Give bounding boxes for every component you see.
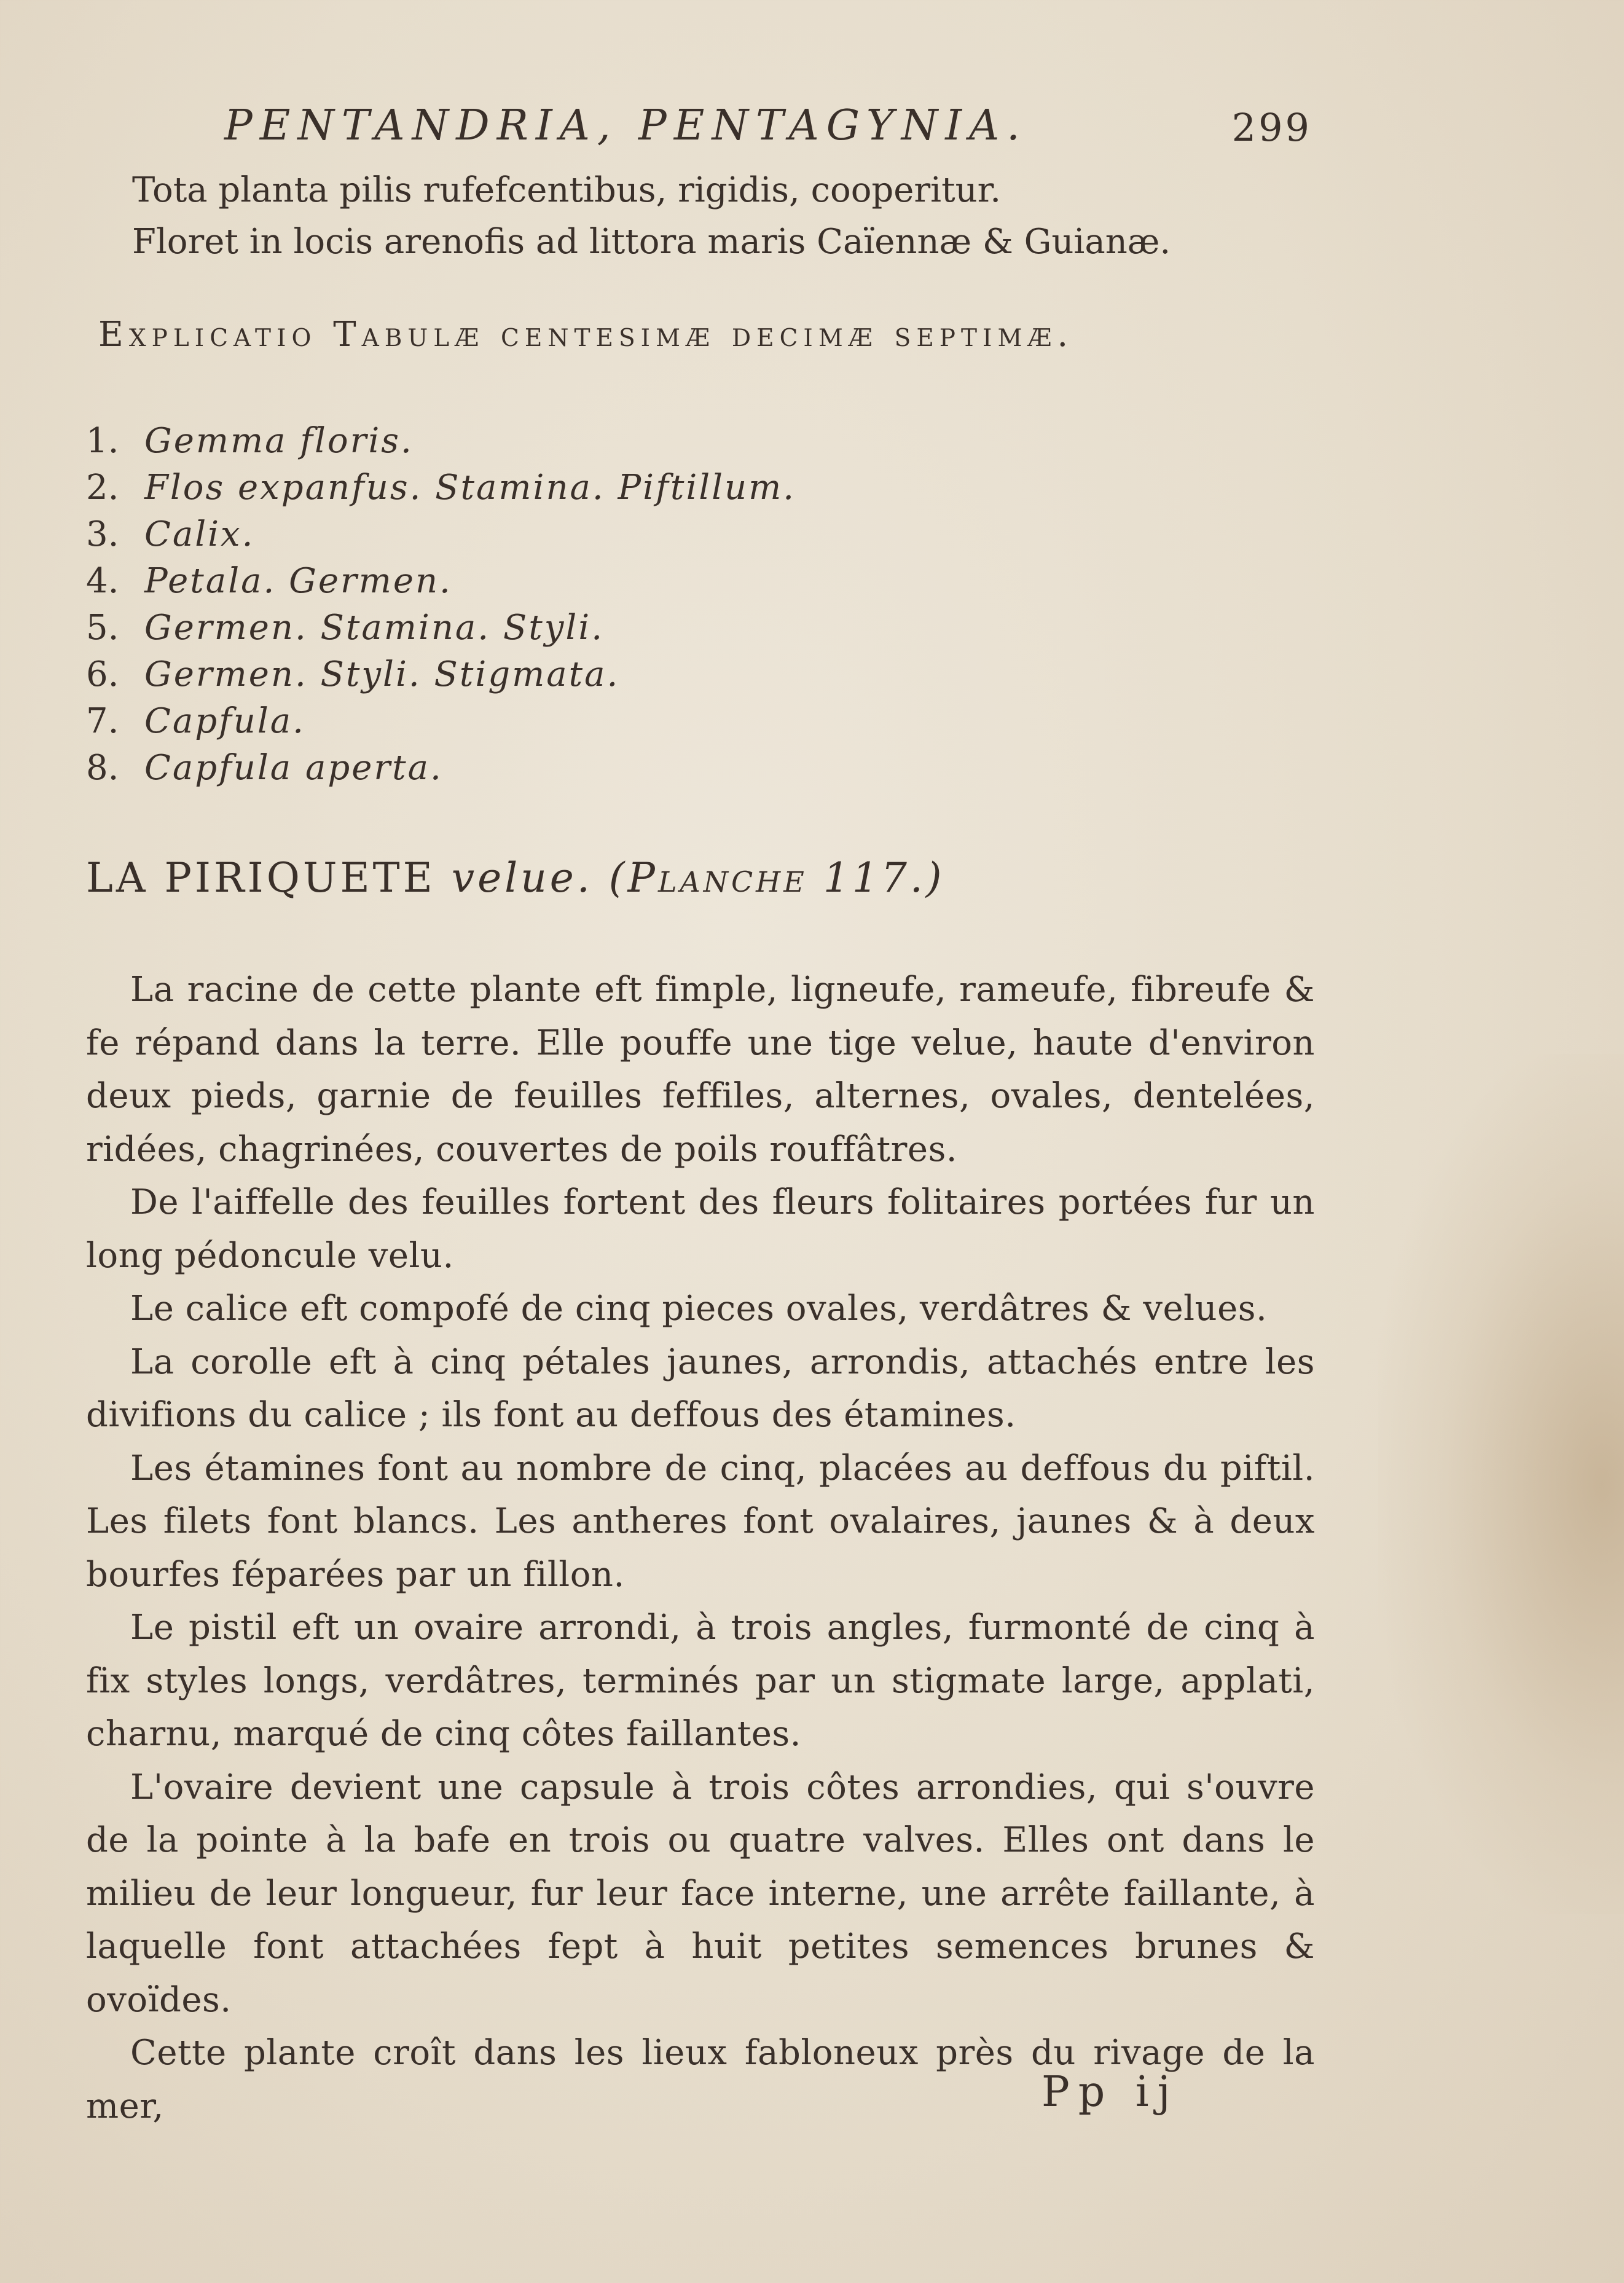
legend-item [86,558,796,605]
legend-number: 7. [86,701,119,741]
legend-number: 2. [86,468,119,508]
paragraph: Le pistil eft un ovaire arrondi, à trois angles, furmonté de cinq à fix styles longs, verdâtres, terminés par un stigmate large, applati, charnu, marqué de cinq côtes faillantes. [86,1608,1315,1754]
legend-item [86,605,796,651]
legend-number: 8. [86,748,119,788]
page-number: 299 [1231,105,1312,150]
legend-text: Germen. Styli. Stigmata. [144,654,620,694]
running-header [224,101,1312,157]
legend-text: Germen. Stamina. Styli. [144,608,604,648]
paragraph: Les étamines font au nombre de cinq, placées au deffous du piftil. Les filets font blancs. Les antheres font ovalaires, jaunes & à deux bourfes féparées par un fillon. [86,1448,1315,1595]
section-heading [86,854,945,902]
latin-line-1: Tota planta pilis rufefcentibus, rigidis, cooperitur. [132,170,1002,210]
legend-item [86,651,796,698]
paragraph: Le calice eft compofé de cinq pieces ovales, verdâtres & velues. [130,1289,1268,1329]
latin-line-2: Floret in locis arenofis ad littora maris Caïennæ & Guianæ. [132,222,1171,262]
plate-explanation-heading: Explicatio Tabulæ centesimæ decimæ septimæ. [98,315,1074,355]
plant-epithet: velue. [451,854,593,902]
paragraph: De l'aiffelle des feuilles fortent des fleurs folitaires portées fur un long pédoncule velu. [86,1182,1315,1276]
paragraph: La corolle eft à cinq pétales jaunes, arrondis, attachés entre les divifions du calice ; ils font au deffous des étamines. [86,1342,1315,1435]
plate-reference: (Planche 117.) [608,854,945,902]
legend-text: Calix. [144,514,255,554]
legend-item [86,511,796,558]
legend-number: 6. [86,654,119,694]
legend-text: Petala. Germen. [144,561,452,601]
legend-text: Flos expanfus. Stamina. Piftillum. [144,468,796,508]
legend-text: Capfula aperta. [144,748,443,788]
paper-stain [1378,1054,1624,1914]
description-body [86,964,1315,2133]
paragraph: La racine de cette plante eft fimple, ligneufe, rameufe, fibreufe & fe répand dans la terre. Elle pouffe une tige velue, haute d'environ deux pieds, garnie de feuilles feffiles, alternes, ovales, dentelées, ridées, chagrinées, couvertes de poils rouffâtres. [86,970,1315,1169]
plate-legend-list [86,418,796,792]
legend-text: Capfula. [144,701,305,741]
legend-number: 5. [86,608,119,648]
legend-text: Gemma floris. [144,421,414,461]
paragraph: L'ovaire devient une capsule à trois côtes arrondies, qui s'ouvre de la pointe à la bafe en trois ou quatre valves. Elles ont dans le milieu de leur longueur, fur leur face interne, une arrête faillante, à laquelle font attachées fept à huit petites semences brunes & ovoïdes. [86,1767,1315,2020]
legend-number: 4. [86,561,119,601]
paragraph: Cette plante croît dans les lieux fabloneux près du rivage de la mer, [86,2033,1315,2126]
plant-name: LA PIRIQUETE [86,854,436,902]
latin-description [132,165,1300,268]
signature-mark: Pp ij [1041,2068,1179,2116]
running-title: PENTANDRIA, PENTAGYNIA. [224,101,1027,150]
legend-item [86,745,796,792]
legend-item [86,465,796,511]
legend-item [86,698,796,745]
legend-number: 1. [86,421,119,461]
legend-number: 3. [86,514,119,554]
legend-item [86,418,796,465]
